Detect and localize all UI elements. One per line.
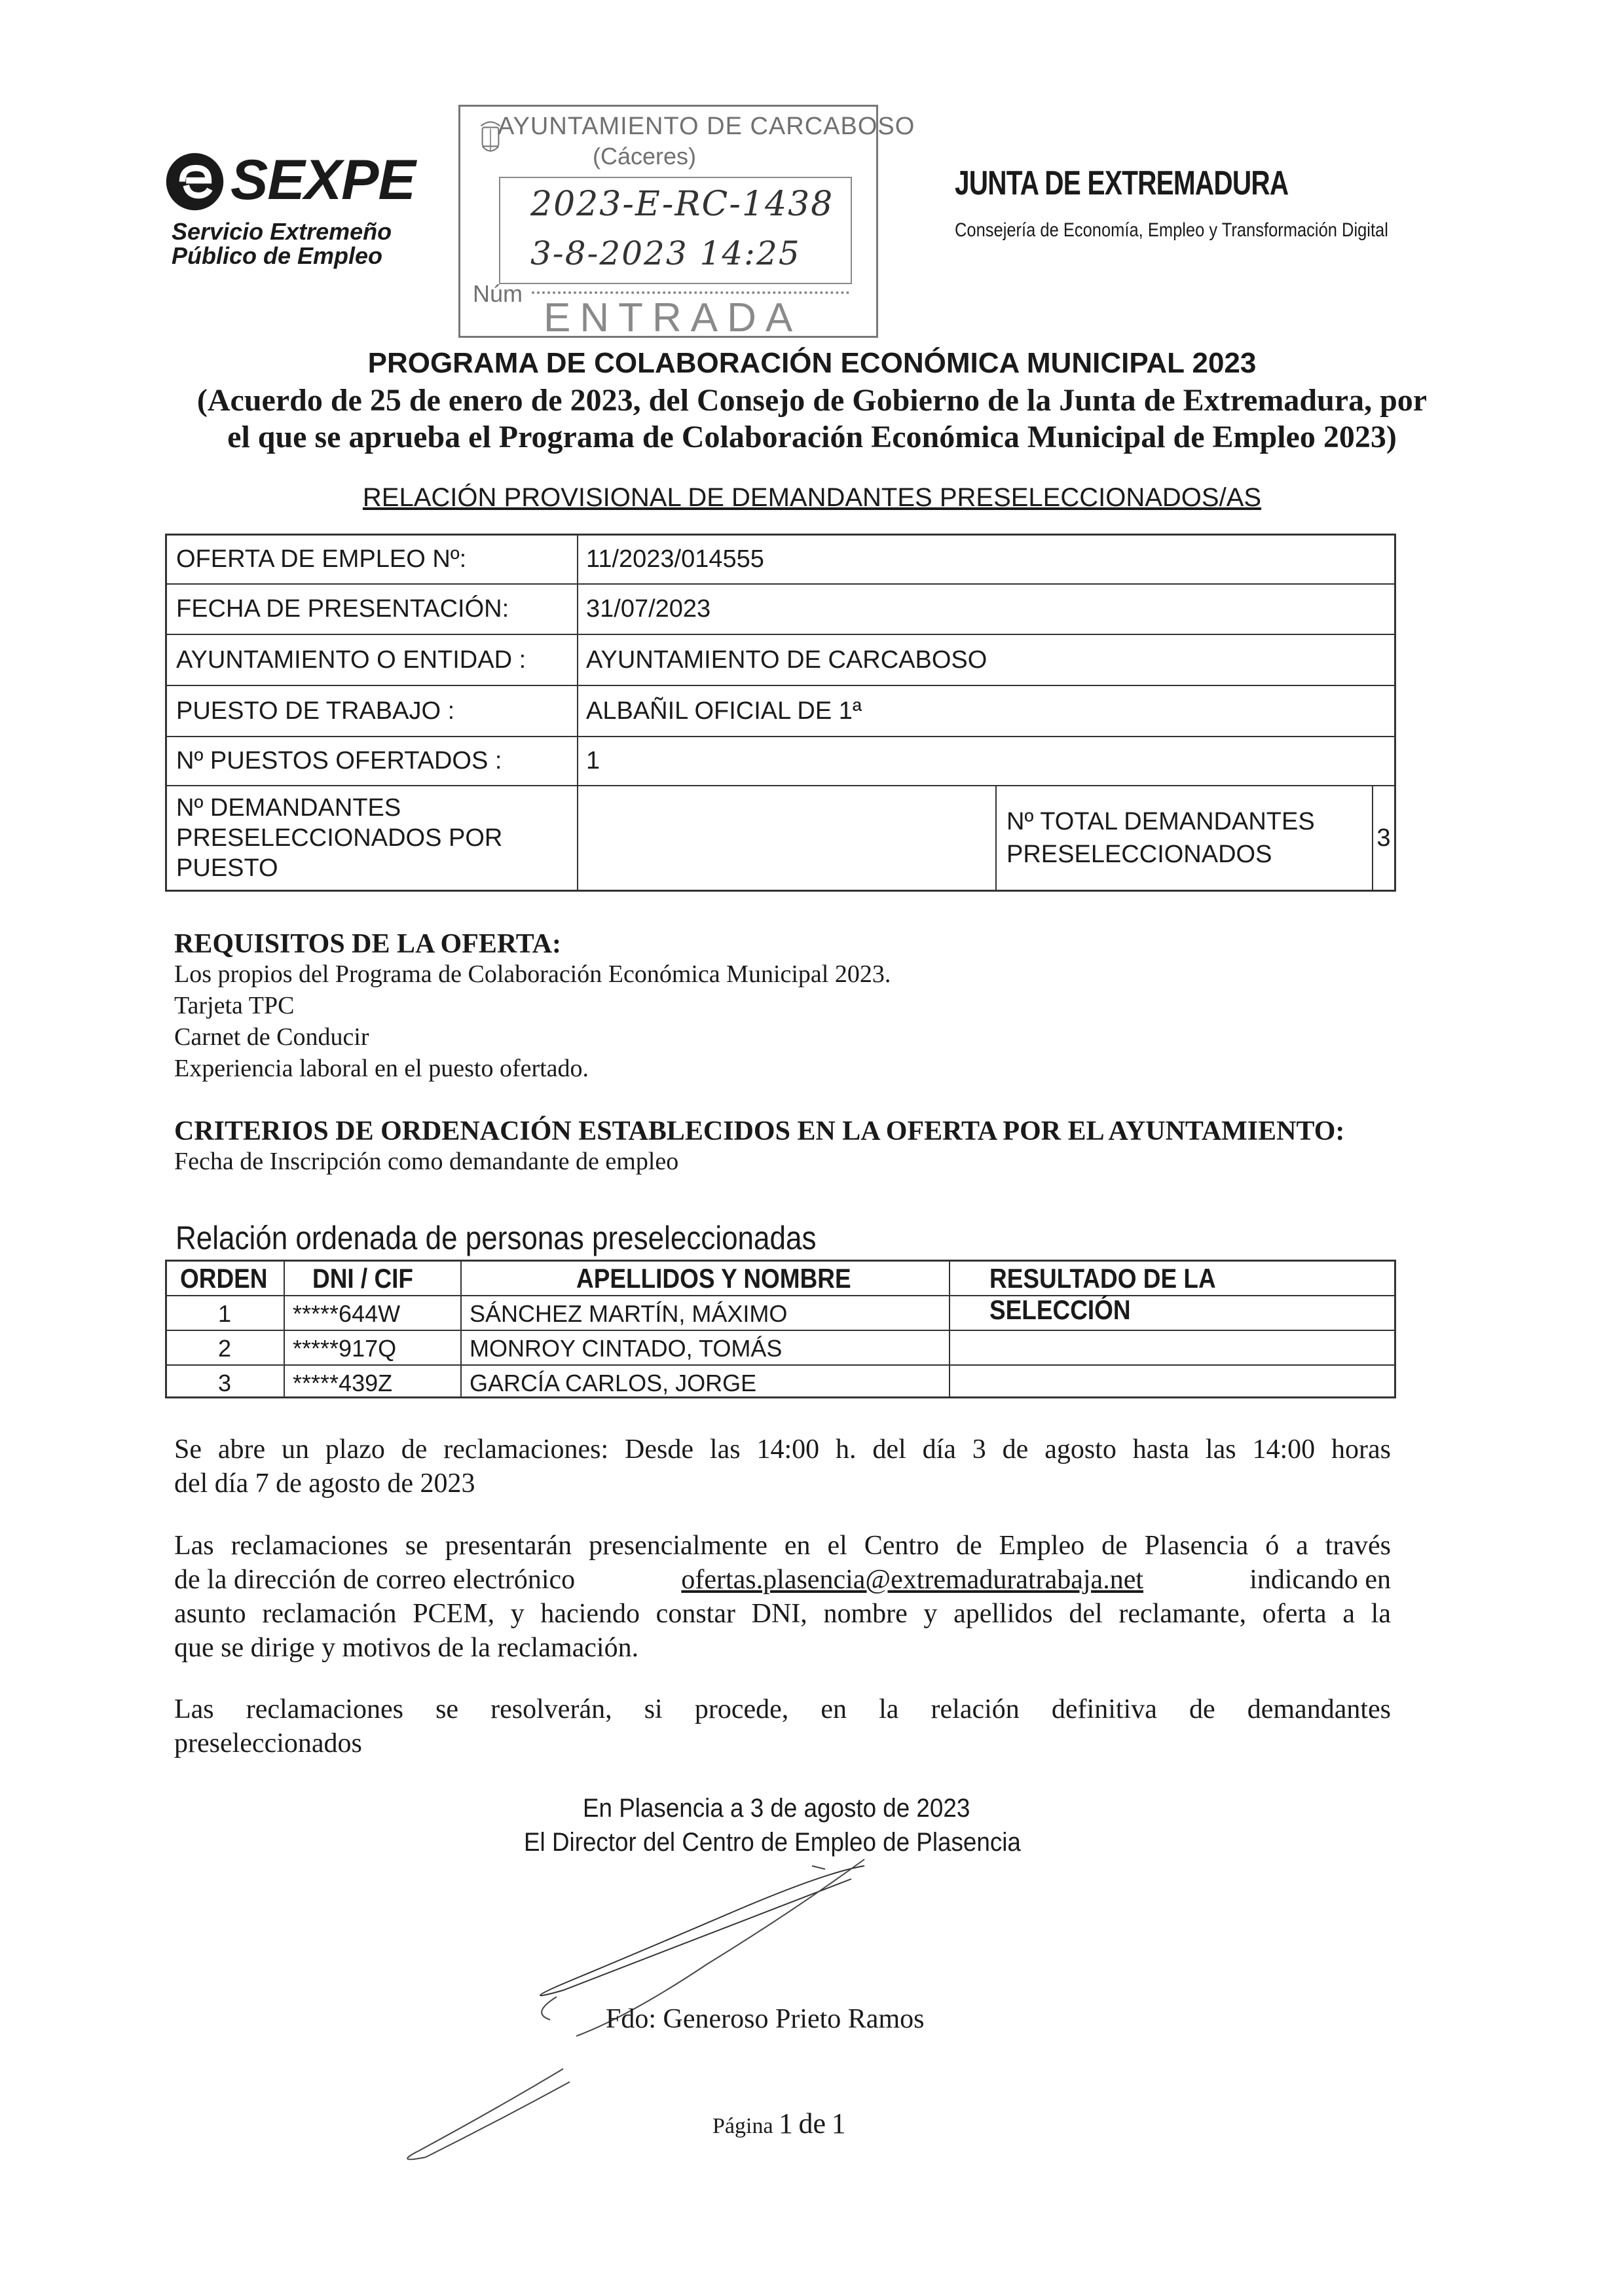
- stamp-entrada: ENTRADA: [544, 295, 802, 340]
- row-nombre: GARCÍA CARLOS, JORGE: [470, 1370, 757, 1396]
- requirement-item: Tarjeta TPC: [174, 992, 295, 1019]
- sexpe-subtitle: Servicio Extremeño: [172, 218, 392, 245]
- total-preselected-label-line: Nº TOTAL DEMANDANTES: [1006, 808, 1315, 835]
- table-row: [167, 585, 1394, 635]
- page-number: 1: [779, 2107, 794, 2140]
- table-row: [167, 1366, 1394, 1400]
- posts-offered: 1: [586, 747, 600, 774]
- offer-label: FECHA DE PRESENTACIÓN:: [167, 585, 578, 634]
- requirement-item: Carnet de Conducir: [174, 1023, 369, 1051]
- row-nombre: MONROY CINTADO, TOMÁS: [470, 1335, 783, 1362]
- criteria-text: Fecha de Inscripción como demandante de empleo: [174, 1148, 679, 1175]
- row-nombre: SÁNCHEZ MARTÍN, MÁXIMO: [470, 1300, 788, 1327]
- claims-email-link[interactable]: ofertas.plasencia@extremaduratrabaja.net: [681, 1565, 1144, 1595]
- requirements-heading: REQUISITOS DE LA OFERTA:: [174, 929, 561, 959]
- signed-by: Fdo: Generoso Prieto Ramos: [606, 2004, 925, 2034]
- relation-title: RELACIÓN PROVISIONAL DE DEMANDANTES PRESELECCIONADOS/AS: [362, 483, 1262, 512]
- preselected-per-post-label: PUESTO: [176, 854, 278, 882]
- preselected-per-post-value: [586, 786, 997, 890]
- table-row: [167, 686, 1394, 737]
- column-header: RESULTADO DE LA SELECCIÓN: [989, 1263, 1215, 1325]
- offer-label: Nº PUESTOS OFERTADOS :: [167, 737, 578, 785]
- preselected-per-post-label: Nº DEMANDANTES: [176, 794, 401, 822]
- offer-number: 11/2023/014555: [586, 545, 764, 573]
- claims-where-text: [174, 1563, 1391, 1597]
- row-orden: 2: [218, 1335, 232, 1362]
- stamp-title: AYUNTAMIENTO DE CARCABOSO: [498, 113, 915, 140]
- sexpe-name: SEXPE: [231, 149, 415, 211]
- criteria-heading: CRITERIOS DE ORDENACIÓN ESTABLECIDOS EN LA OFERTA POR EL AYUNTAMIENTO:: [174, 1116, 1345, 1146]
- table-row: [167, 536, 1394, 585]
- job-position: ALBAÑIL OFICIAL DE 1ª: [586, 697, 862, 725]
- preselected-table: [165, 1260, 1396, 1398]
- presentation-date: 31/07/2023: [586, 595, 711, 623]
- resolution-text: preseleccionados: [174, 1728, 362, 1758]
- claims-where-line: asunto reclamación PCEM, y haciendo constar DNI, nombre y apellidos del reclamante, oferta a la: [174, 1599, 1391, 1629]
- row-orden: 3: [218, 1370, 232, 1396]
- table-row: [167, 786, 1394, 890]
- stamp-dotted-line: [532, 291, 849, 294]
- claims-period-line: Se abre un plazo de reclamaciones: Desde las 14:00 h. del día 3 de agosto hasta las 14:00 horas: [174, 1434, 1391, 1465]
- ordered-list-heading: Relación ordenada de personas preseleccionadas: [175, 1220, 817, 1256]
- claims-where-text: que se dirige y motivos de la reclamación.: [174, 1633, 639, 1663]
- claims-period-text: del día 7 de agosto de 2023: [174, 1468, 475, 1499]
- junta-subtitle: Consejería de Economía, Empleo y Transformación Digital: [955, 219, 1388, 241]
- total-preselected-label: [1006, 786, 1373, 890]
- row-dni: *****439Z: [293, 1370, 393, 1396]
- page-total: 1: [831, 2107, 846, 2140]
- agreement-subtitle: el que se aprueba el Programa de Colaboración Económica Municipal de Empleo 2023): [227, 420, 1397, 454]
- claims-where-line: indicando en: [1249, 1565, 1391, 1595]
- program-title: PROGRAMA DE COLABORACIÓN ECONÓMICA MUNICIPAL 2023: [367, 347, 1257, 379]
- preselected-per-post-label: PRESELECCIONADOS POR: [176, 824, 503, 852]
- total-preselected-label-line: PRESELECCIONADOS: [1006, 841, 1272, 868]
- offer-label: [167, 786, 578, 890]
- claims-where-text: [174, 1529, 1391, 1563]
- row-dni: *****644W: [293, 1300, 401, 1327]
- column-header: ORDEN: [180, 1263, 268, 1294]
- stamp-registration-date: 3-8-2023 14:25: [530, 234, 801, 272]
- sexpe-logo-icon: [164, 151, 226, 213]
- offer-label: OFERTA DE EMPLEO Nº:: [167, 536, 578, 583]
- offer-label: AYUNTAMIENTO O ENTIDAD :: [167, 635, 578, 685]
- stamp-province: (Cáceres): [593, 143, 697, 170]
- offer-info-table: [165, 534, 1396, 892]
- table-row: [167, 1296, 1394, 1331]
- claims-where-line: de la dirección de correo electrónico: [174, 1565, 576, 1595]
- row-dni: *****917Q: [293, 1335, 397, 1362]
- resolution-text: [174, 1692, 1391, 1726]
- table-row: [167, 737, 1394, 786]
- entity-name: AYUNTAMIENTO DE CARCABOSO: [586, 646, 987, 674]
- row-orden: 1: [218, 1300, 232, 1327]
- column-header: DNI / CIF: [312, 1263, 413, 1294]
- claims-where-text: [174, 1597, 1391, 1631]
- page-of: de: [798, 2107, 826, 2140]
- junta-title: JUNTA DE EXTREMADURA: [955, 164, 1289, 202]
- stamp-registration-number: 2023-E-RC-1438: [530, 185, 834, 224]
- total-preselected-value: 3: [1376, 824, 1391, 852]
- requirement-item: Experiencia laboral en el puesto ofertado.: [174, 1055, 589, 1082]
- table-row: [167, 635, 1394, 686]
- agreement-subtitle: (Acuerdo de 25 de enero de 2023, del Consejo de Gobierno de la Junta de Extremadura, por: [196, 383, 1428, 418]
- table-row: [167, 1331, 1394, 1366]
- column-header: APELLIDOS Y NOMBRE: [576, 1263, 851, 1294]
- sexpe-subtitle: Público de Empleo: [172, 242, 383, 269]
- signature-place-date: En Plasencia a 3 de agosto de 2023: [583, 1794, 970, 1823]
- resolution-line: Las reclamaciones se resolverán, si procede, en la relación definitiva de demandantes: [174, 1694, 1391, 1724]
- stamp-num-label: Núm: [473, 280, 523, 307]
- offer-label: PUESTO DE TRABAJO :: [167, 686, 578, 736]
- page-indicator: [712, 2107, 846, 2140]
- claims-where-line: Las reclamaciones se presentarán presencialmente en el Centro de Empleo de Plasencia ó a través: [174, 1531, 1391, 1561]
- requirement-item: Los propios del Programa de Colaboración Económica Municipal 2023.: [174, 960, 891, 988]
- signature-role: El Director del Centro de Empleo de Plasencia: [524, 1828, 1021, 1857]
- claims-period-text: [174, 1432, 1391, 1467]
- page-label: Página: [712, 2114, 773, 2138]
